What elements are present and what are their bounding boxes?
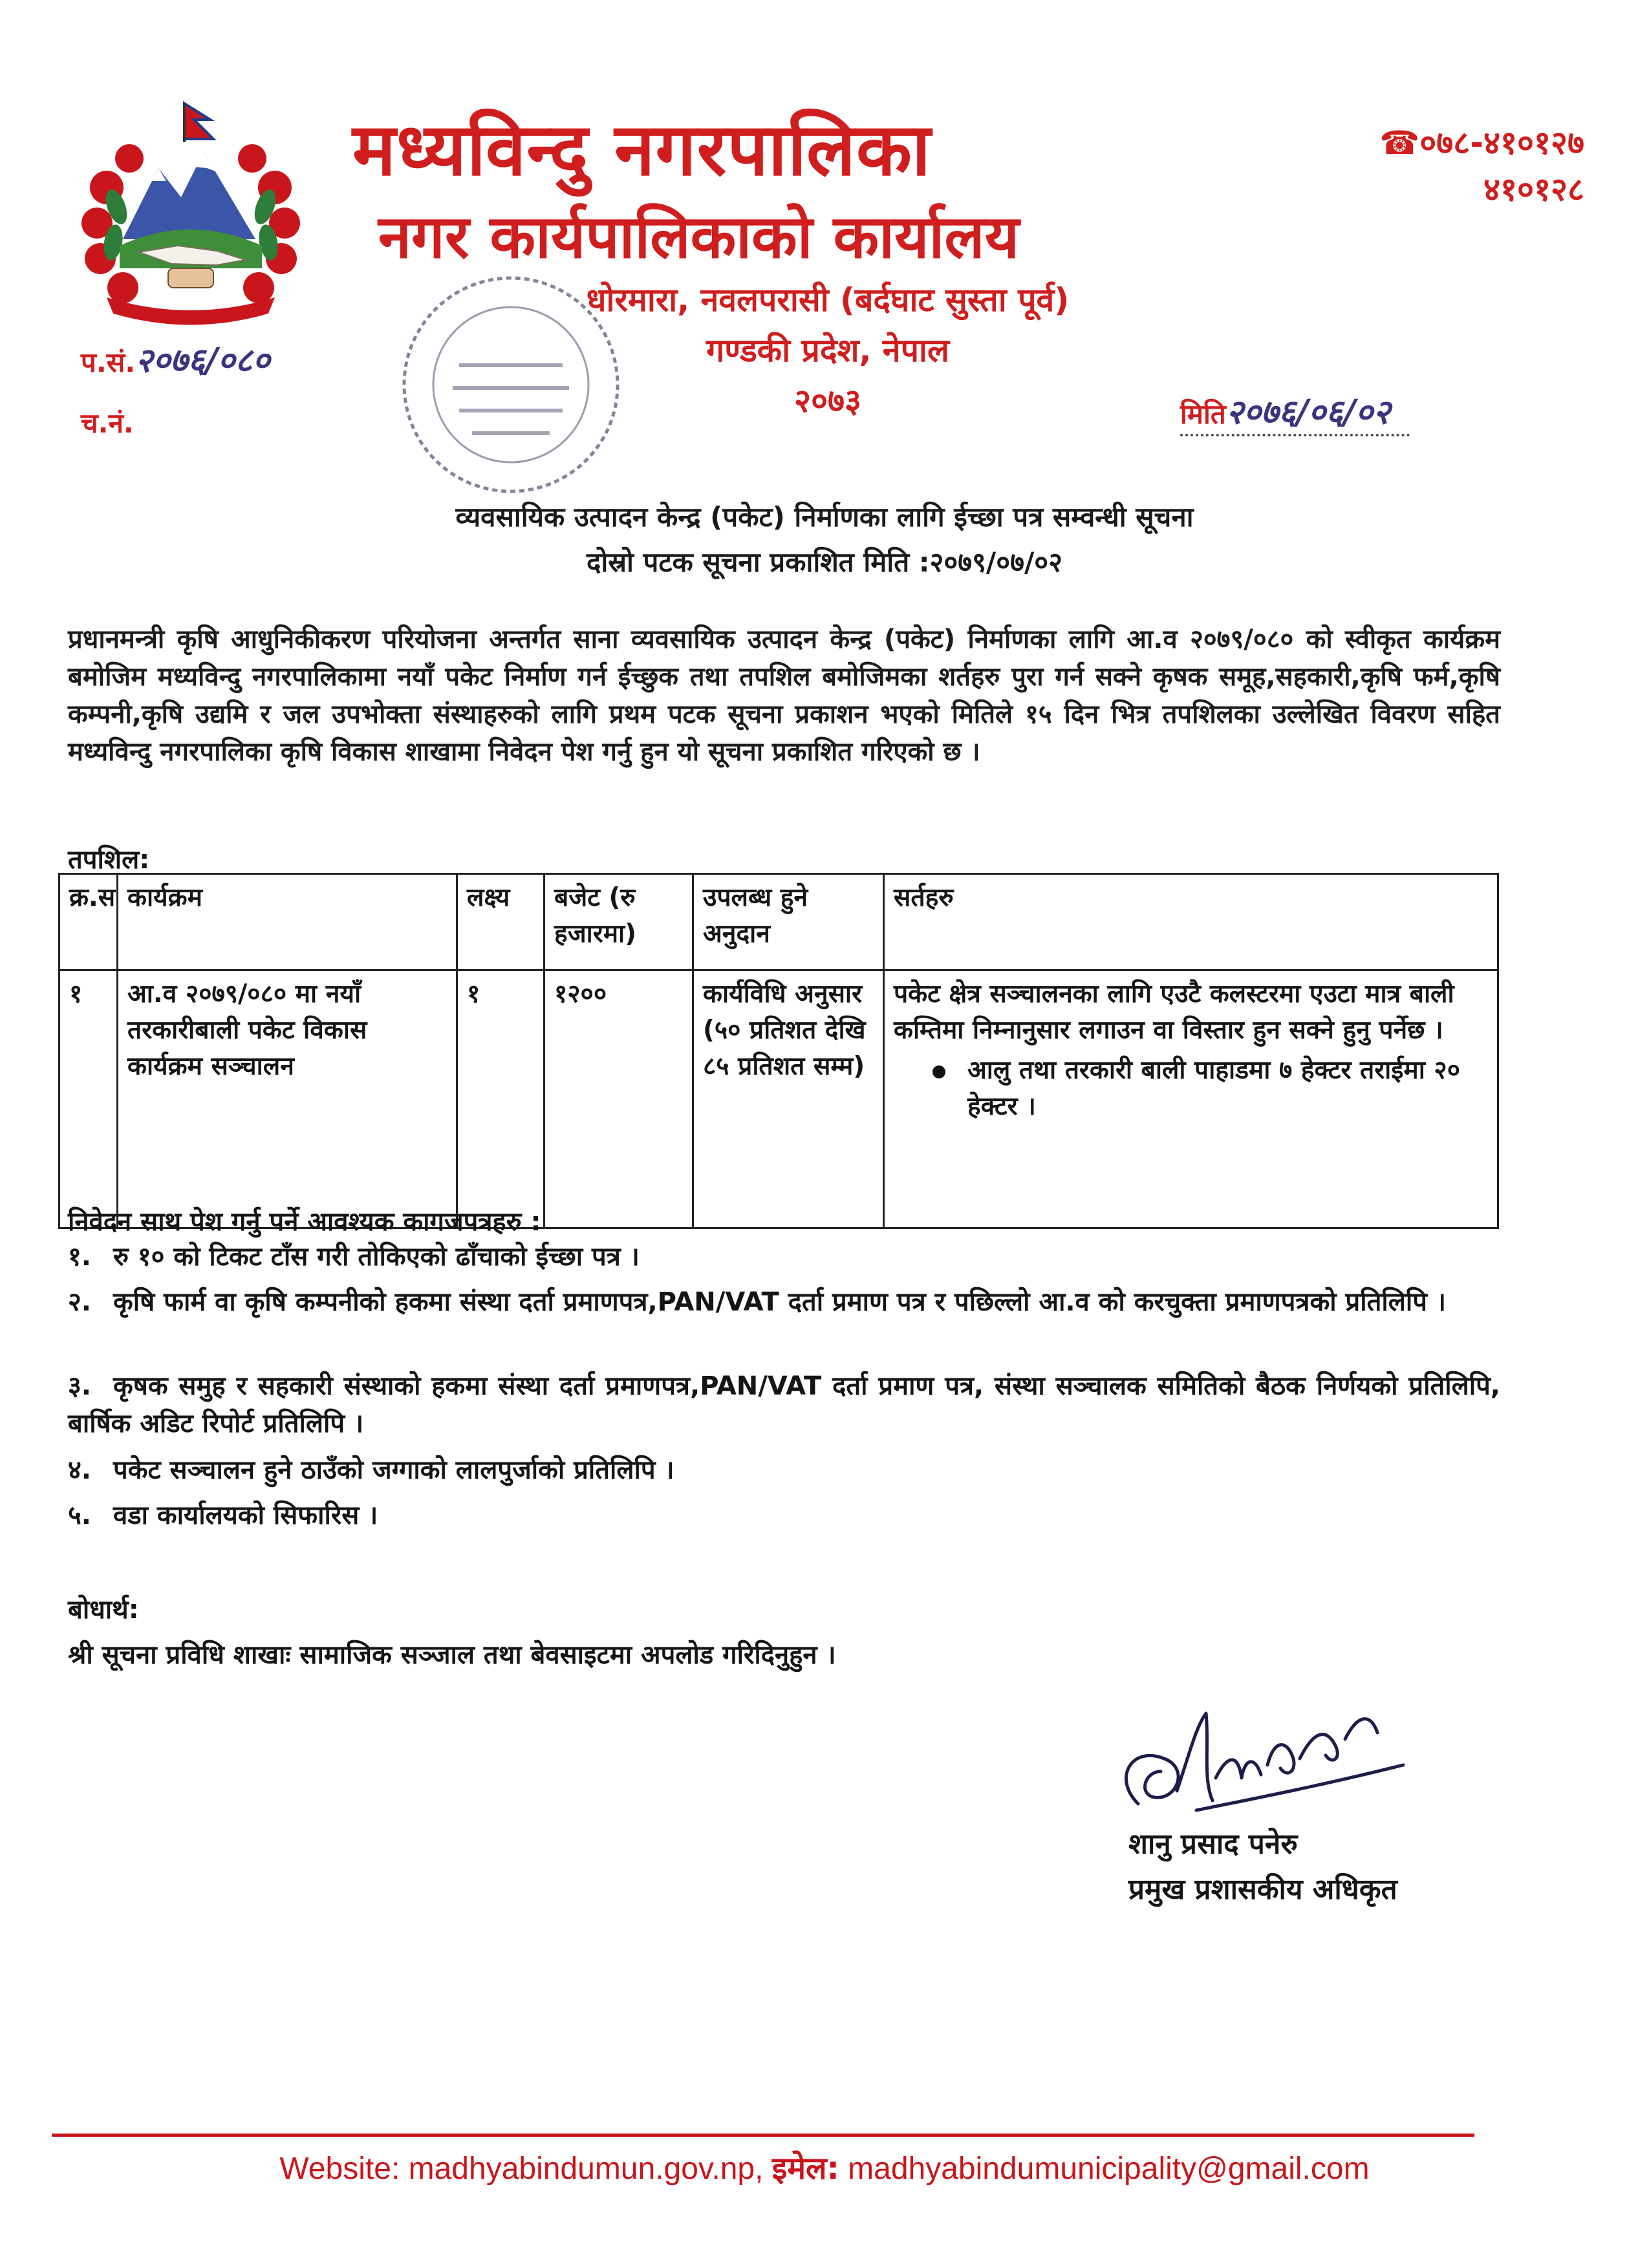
bodharth-line: श्री सूचना प्रविधि शाखाः सामाजिक सञ्जाल तथा बेवसाइटमा अपलोड गरिदिनुहुन । (68, 1640, 836, 1670)
address-line-1: धोरमारा, नवलपरासी (बर्दघाट सुस्ता पूर्व) (586, 281, 1070, 319)
requirement-item-5 (68, 1497, 1500, 1534)
email-link[interactable]: madhyabindumunicipality@gmail.com (848, 2152, 1370, 2186)
requirement-number: १. (68, 1242, 91, 1272)
requirement-number: २. (68, 1287, 91, 1317)
patra-sankhya (81, 336, 270, 382)
requirement-number: ३. (68, 1371, 91, 1401)
program-table (58, 873, 1499, 1229)
cell-budget: १२०० (544, 970, 693, 1228)
requirements-heading: निवेदन साथ पेश गर्नु पर्ने आवश्यक कागजपत्रहरु : (68, 1207, 541, 1237)
chalani-number: च.नं. (81, 407, 134, 439)
footer-contact (0, 2146, 1649, 2188)
header-target: लक्ष्य (457, 874, 544, 970)
letter-date (1180, 388, 1410, 436)
signatory-title: प्रमुख प्रशासकीय अधिकृत (1128, 1873, 1397, 1906)
website-link[interactable]: madhyabindumun.gov.np, (408, 2152, 764, 2186)
email-label: इमेल: (771, 2150, 839, 2187)
municipality-name: मध्यविन्दु नगरपालिका (352, 108, 932, 192)
tapashil-label: तपशिल: (68, 845, 150, 875)
header-program: कार्यक्रम (118, 874, 457, 970)
conditions-bullet-text: आलु तथा तरकारी बाली पाहाडमा ७ हेक्टर तराईमा २० हेक्टर । (967, 1056, 1460, 1121)
patra-value: २०७६/०८० (135, 341, 270, 380)
phone-number-1: ☎०७८-४१०१२७ (1379, 124, 1584, 162)
cell-conditions (884, 970, 1498, 1228)
cell-sn: १ (59, 970, 118, 1228)
bullet-icon (932, 1065, 945, 1078)
established-year: २०७३ (794, 382, 861, 420)
website-label: Website: (279, 2152, 400, 2186)
requirement-item-4 (68, 1451, 1500, 1489)
header-sn: क्र.स (59, 874, 118, 970)
header-budget: बजेट (रु हजारमा) (544, 874, 693, 970)
phone-number-2: ४१०१२८ (1483, 171, 1584, 208)
notice-paragraph: प्रधानमन्त्री कृषि आधुनिकीकरण परियोजना अन्तर्गत साना व्यवसायिक उत्पादन केन्द्र (पकेट) निर्माणका लागि आ.व २०७९/०८० को स्वीकृत कार्यक्रम बमोजिम मध्यविन्दु नगरपालिकामा नयाँ पकेट निर्माण गर्न ईच्छुक तथा तपशिल बमोजिमका शर्तहरु पुरा गर्न सक्ने कृषक समूह,सहकारी,कृषि फर्म,कृषि कम्पनी,कृषि उद्यमि र जल उपभोक्ता संस्थाहरुको लागि प्रथम पटक सूचना प्रकाशन भएको मितिले १५ दिन भित्र तपशिलका उल्लेखित विवरण सहित मध्यविन्दु नगरपालिका कृषि विकास शाखामा निवेदन पेश गर्नु हुन यो सूचना प्रकाशित गरिएको छ । (68, 625, 1500, 767)
requirement-item-2 (68, 1283, 1500, 1321)
subject-line-1: व्यवसायिक उत्पादन केन्द्र (पकेट) निर्माणका लागि ईच्छा पत्र सम्वन्धी सूचना (455, 501, 1194, 533)
date-label: मिति (1180, 398, 1226, 430)
requirement-text: पकेट सञ्चालन हुने ठाउँको जग्गाको लालपुर्जाको प्रतिलिपि । (113, 1455, 674, 1485)
patra-label: प.सं. (81, 347, 136, 378)
phone-block (1261, 120, 1584, 213)
handwritten-signature-icon (1099, 1687, 1436, 1836)
header-grant: उपलब्ध हुने अनुदान (693, 874, 884, 970)
table-row (59, 970, 1498, 1228)
requirement-item-1 (68, 1238, 1500, 1276)
office-stamp-icon (388, 268, 634, 501)
address-line-2: गण्डकी प्रदेश, नेपाल (706, 332, 949, 369)
subject-line-2: दोस्रो पटक सूचना प्रकाशित मिति :२०७९/०७/०२ (587, 546, 1062, 578)
footer-divider (52, 2134, 1474, 2137)
cell-target: १ (457, 970, 544, 1228)
conditions-text: पकेट क्षेत्र सञ्चालनका लागि एउटै कलस्टरमा एउटा मात्र बाली कम्तिमा निम्नानुसार लगाउन वा विस्तार हुन सक्ने हुनु पर्नेछ । (894, 979, 1454, 1045)
requirement-number: ४. (68, 1455, 91, 1485)
nepal-emblem-icon (61, 91, 320, 336)
office-name: नगर कार्यपालिकाको कार्यालय (378, 202, 1020, 272)
conditions-bullet (894, 1053, 1488, 1125)
requirement-text: कृषि फार्म वा कृषि कम्पनीको हकमा संस्था दर्ता प्रमाणपत्र,PAN/VAT दर्ता प्रमाण पत्र र पछिल्लो आ.व को करचुक्ता प्रमाणपत्रको प्रतिलिपि । (113, 1287, 1447, 1317)
requirement-item-3 (68, 1367, 1500, 1442)
cell-program: आ.व २०७९/०८० मा नयाँ तरकारीबाली पकेट विकास कार्यक्रम सञ्चालन (118, 970, 457, 1228)
bodharth-label: बोधार्थ: (68, 1595, 139, 1625)
requirement-text: रु १० को टिकट टाँस गरी तोकिएको ढाँचाको ईच्छा पत्र । (113, 1242, 640, 1272)
requirement-text: वडा कार्यालयको सिफारिस । (113, 1501, 378, 1530)
signatory-name: शानु प्रसाद पनेरु (1128, 1828, 1298, 1861)
requirement-text: कृषक समुह र सहकारी संस्थाको हकमा संस्था दर्ता प्रमाणपत्र,PAN/VAT दर्ता प्रमाण पत्र, संस्था सञ्चालक समितिको बैठक निर्णयको प्रतिलिपि, बार्षिक अडिट रिपोर्ट प्रतिलिपि । (68, 1371, 1500, 1439)
table-header-row (59, 874, 1498, 970)
header-conditions: सर्तहरु (884, 874, 1498, 970)
requirement-number: ५. (68, 1501, 91, 1530)
date-value: २०७६/०६/०२ (1225, 392, 1391, 432)
cell-grant: कार्यविधि अनुसार (५० प्रतिशत देखि ८५ प्रतिशत सम्म) (693, 970, 884, 1228)
